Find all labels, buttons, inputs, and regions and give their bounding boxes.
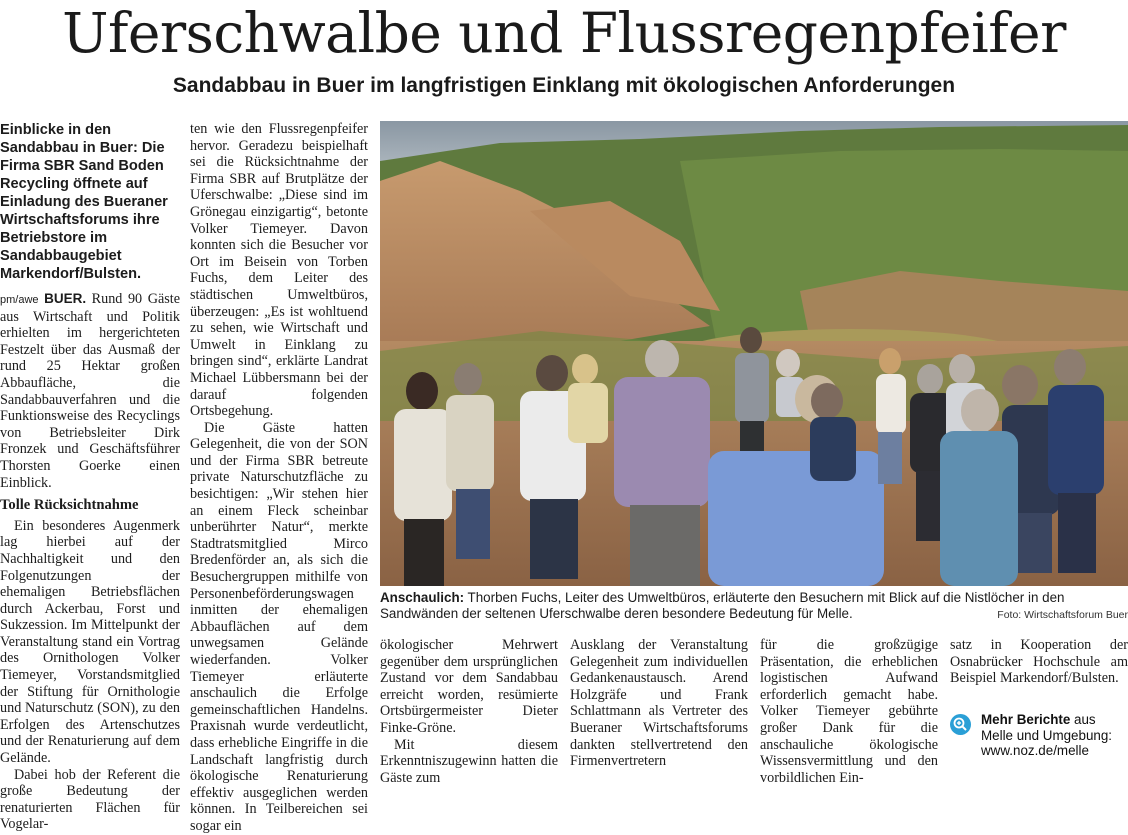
lead-paragraph <box>0 291 180 491</box>
more-reports-desc: aus Melle und Umgebung: <box>981 712 1113 743</box>
article-photo <box>380 121 1128 586</box>
article-headline: Uferschwalbe und Flussregenpfeifer <box>62 1 1066 65</box>
paragraph: Dabei hob der Referent die große Bedeutung der renaturierten Flächen für Vogelar- <box>0 766 180 833</box>
paragraph: für die großzügige Präsentation, die erheblichen logistischen Aufwand erforderlich gemacht habe. Volker Tiemeyer gebührte großer Dank für die anschauliche ökologische Wissensvermittlung und den vorbildlichen Ein- <box>760 637 938 786</box>
paragraph: ökologischer Mehrwert gegenüber dem ursprünglichen Zustand vor dem Sandabbau erreicht worden, resümierte Ortsbürgermeister Dieter Finke-Gröne. <box>380 637 558 736</box>
article-column-2 <box>190 121 368 835</box>
section-subhead: Tolle Rücksichtnahme <box>0 497 139 514</box>
lead-text: Rund 90 Gäste aus Wirtschaft und Politik erhielten im hergerichteten Festzelt über das Ausmaß der rund 25 Hektar großen Abbaufläche, die Sandabbauverfahren und die Funktionsweise des Recyclings von Betriebsleiter Dirk Fronzek und Geschäftsführer Thorsten Goerke einen Einblick. <box>0 291 180 491</box>
paragraph: ten wie den Flussregenpfeifer hervor. Geradezu beispielhaft sei die Rücksichtnahme der Firma SBR auf Brutplätze der Uferschwalbe: „Diese sind im Grönegau einzigartig“, betonte Volker Tiemeyer. Davon konnten sich die Besucher vor Ort im Beisein von Torben Fuchs, dem Leiter des städtischen Umweltbüros, überzeugen: „Es ist wohltuend zu sehen, wie Wirtschaft und Umwelt in Einklang zu bringen sind“, erklärte Landrat Michael Lübbersmann bei der darauf folgenden Ortsbegehung. <box>190 121 368 420</box>
article-column-6 <box>950 637 1128 687</box>
paragraph: Ausklang der Veranstaltung Gelegenheit zum individuellen Gedankenaustausch. Arend Holzgräfe und Frank Schlattmann als Vertreter des Bueraner Wirtschaftsforums dankten stellvertretend den Firmenvertretern <box>570 637 748 770</box>
article-teaser: Einblicke in den Sandabbau in Buer: Die Firma SBR Sand Boden Recycling öffnete auf Einladung des Bueraner Wirtschaftsforums ihre Betriebstore im Sandabbaugebiet Markendorf/Bulsten. <box>0 122 168 282</box>
search-plus-icon <box>950 714 971 735</box>
article-column-1 <box>0 121 180 833</box>
photo-credit: Foto: Wirtschaftsforum Buer <box>997 609 1128 621</box>
article-subheadline: Sandabbau in Buer im langfristigen Einklang mit ökologischen Anforderungen <box>172 74 956 97</box>
more-reports-link[interactable]: www.noz.de/melle <box>981 743 1089 758</box>
caption-label: Anschaulich: <box>380 590 465 605</box>
article-column-3 <box>380 637 558 786</box>
paragraph: satz in Kooperation der Osnabrücker Hochschule am Beispiel Markendorf/Bulsten. <box>950 637 1128 687</box>
more-reports-text <box>981 712 1128 759</box>
dateline: BUER. <box>44 291 87 306</box>
paragraph: Die Gäste hatten Gelegenheit, die von der SON und der Firma SBR betreute private Naturschutzfläche zu besichtigen: „Wir stehen hier an einem Fleck scheinbar unberührter Natur“, merkte Stadtratsmitglied Mirco Bredenförder an, als sich die Besuchergruppen mithilfe von Personenbeförderungswagen inmitten der ehemaligen Abbauflächen auf dem unwegsamen Gelände wiederfanden. Volker Tiemeyer erläuterte anschaulich die Erfolge gemeinschaftlichen Handelns. Praxisnah wurde verdeutlicht, dass erhebliche Eingriffe in die Landschaft langfristig durch ökologische Renaturierung effektiv ausgeglichen werden können. In Teilbereichen sei sogar ein <box>190 419 368 834</box>
caption-text: Thorben Fuchs, Leiter des Umweltbüros, erläuterte den Besuchern mit Blick auf die Nistlöcher in den Sandwänden der seltenen Uferschwalbe deren besondere Bedeutung für Melle. <box>380 590 1065 621</box>
more-reports-label: Mehr Berichte <box>981 712 1071 727</box>
sandpit-group-photo <box>380 121 1128 586</box>
byline: pm/awe <box>0 294 39 306</box>
paragraph: Ein besonderes Augenmerk lag hierbei auf der Nachhaltigkeit und den Folgenutzungen der ehemaligen Betriebsflächen durch Ackerbau, Forst und Sukzession. Im Mittelpunkt der Veranstaltung stand ein Vortrag des Ornithologen Volker Tiemeyer, Vorstandsmitglied der Stiftung für Ornithologie und Naturschutz (SON), zu den Erfolgen des Artenschutzes und der Renaturierung auf dem Gelände. <box>0 517 180 767</box>
more-reports-box <box>950 712 1128 759</box>
paragraph: Mit diesem Erkenntniszugewinn hatten die Gäste zum <box>380 736 558 786</box>
article-column-5 <box>760 637 938 786</box>
article-column-4 <box>570 637 748 770</box>
